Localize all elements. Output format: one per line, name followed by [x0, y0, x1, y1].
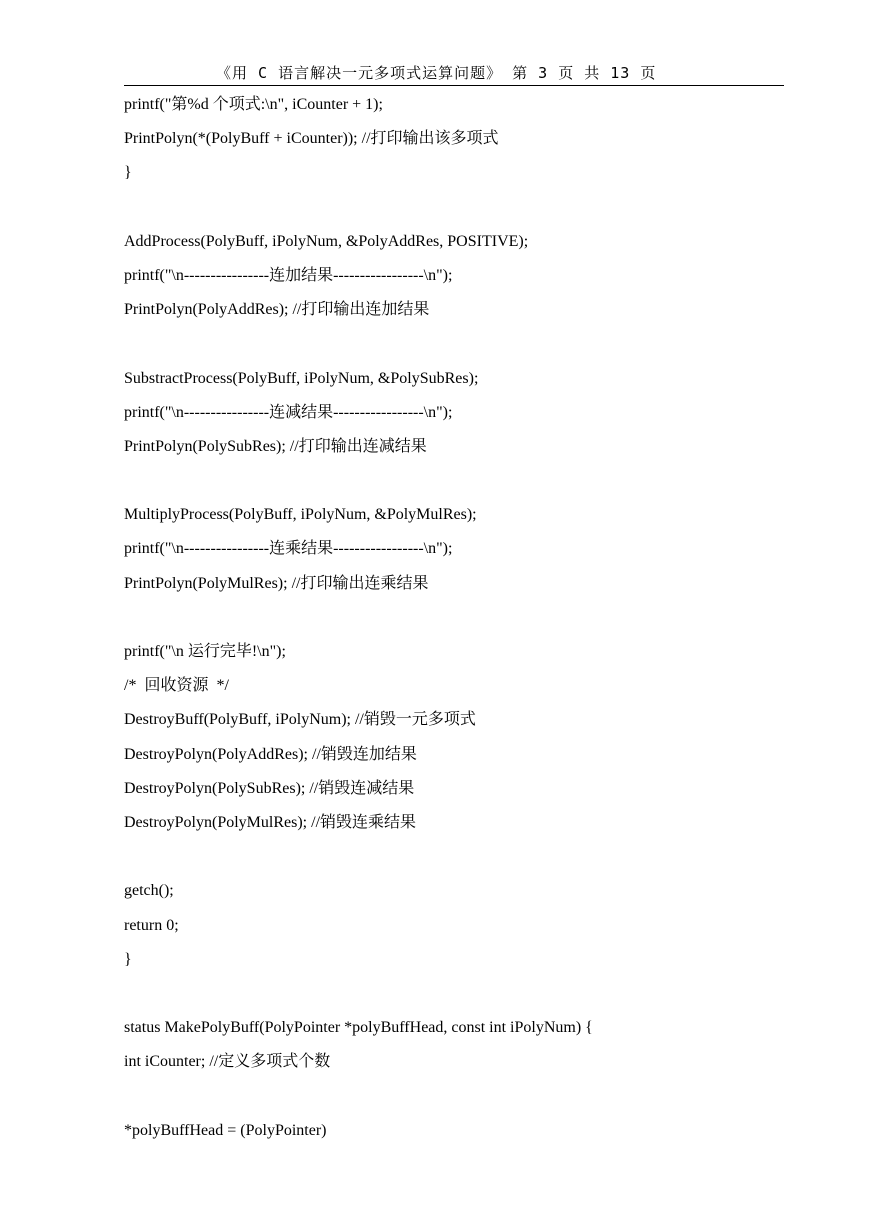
code-line	[124, 469, 784, 503]
code-line: printf("\n 运行完毕!\n");	[124, 643, 286, 660]
code-line: }	[124, 950, 132, 968]
code-line: printf("第%d 个项式:\n", iCounter + 1);	[124, 96, 383, 113]
code-line: DestroyPolyn(PolySubRes); //销毁连减结果	[124, 779, 415, 797]
code-line: PrintPolyn(PolyMulRes); //打印输出连乘结果	[124, 574, 429, 592]
code-line: PrintPolyn(PolyAddRes); //打印输出连加结果	[124, 301, 430, 319]
code-line: DestroyPolyn(PolyMulRes); //销毁连乘结果	[124, 813, 417, 831]
code-line: PrintPolyn(PolySubRes); //打印输出连减结果	[124, 437, 427, 455]
code-line	[124, 845, 784, 879]
code-line	[124, 332, 784, 366]
code-line	[124, 606, 784, 640]
page-header	[124, 60, 784, 86]
code-line: PrintPolyn(*(PolyBuff + iCounter)); //打印输出该多项式	[124, 130, 499, 148]
code-line: DestroyPolyn(PolyAddRes); //销毁连加结果	[124, 745, 417, 763]
code-line: AddProcess(PolyBuff, iPolyNum, &PolyAddRes, POSITIVE);	[124, 232, 529, 250]
code-line: *polyBuffHead = (PolyPointer)	[124, 1121, 327, 1139]
code-line: /* 回收资源 */	[124, 677, 229, 695]
code-line	[124, 982, 784, 1016]
code-listing	[124, 93, 784, 1153]
code-line: printf("\n----------------连乘结果-----------------\n");	[124, 540, 453, 558]
page-header-title: 《用 C 语言解决一元多项式运算问题》 第 3 页 共 13 页	[216, 64, 657, 82]
code-line: DestroyBuff(PolyBuff, iPolyNum); //销毁一元多项式	[124, 711, 476, 729]
code-line: printf("\n----------------连加结果-----------------\n");	[124, 266, 453, 284]
code-line: }	[124, 164, 132, 182]
code-line: status MakePolyBuff(PolyPointer *polyBuffHead, const int iPolyNum) {	[124, 1019, 593, 1037]
code-line: return 0;	[124, 916, 179, 934]
code-line	[124, 196, 784, 230]
code-line: SubstractProcess(PolyBuff, iPolyNum, &PolySubRes);	[124, 369, 479, 387]
code-line: int iCounter; //定义多项式个数	[124, 1053, 331, 1071]
code-line: MultiplyProcess(PolyBuff, iPolyNum, &PolyMulRes);	[124, 506, 477, 524]
code-line	[124, 1084, 784, 1118]
code-line: getch();	[124, 882, 174, 900]
code-line: printf("\n----------------连减结果-----------------\n");	[124, 403, 453, 421]
